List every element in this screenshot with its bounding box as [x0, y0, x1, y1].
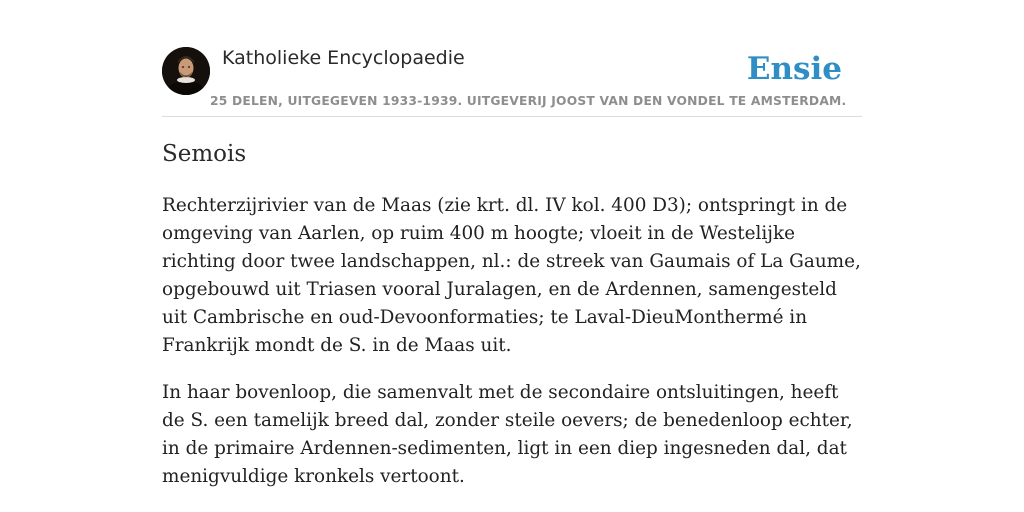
book-title[interactable]: Katholieke Encyclopaedie: [222, 47, 465, 69]
entry-paragraph-2: In haar bovenloop, die samenvalt met de secondaire ontsluitingen, heeft de S. een tamelijk breed dal, zonder steile oevers; de benedenloop echter, in de primaire Ardennen-sedimenten, ligt in een diep ingesneden dal, dat menigvuldige kronkels vertoont.: [162, 382, 853, 487]
portrait-avatar-icon[interactable]: [162, 47, 210, 95]
entry-title: Semois: [162, 141, 247, 167]
page: [162, 0, 862, 512]
site-header: [162, 0, 862, 117]
book-subtitle: 25 DELEN, UITGEGEVEN 1933-1939. UITGEVERIJ JOOST VAN DEN VONDEL TE AMSTERDAM.: [210, 94, 847, 108]
entry-paragraph-1: Rechterzijrivier van de Maas (zie krt. dl. IV kol. 400 D3); ontspringt in de omgeving van Aarlen, op ruim 400 m hoogte; vloeit in de Westelijke richting door twee landschappen, nl.: de streek van Gaumais of La Gaume, opgebouwd uit Triasen vooral Juralagen, en de Ardennen, samengesteld uit Cambrische en oud-Devoonformaties; te Laval-DieuMonthermé in Frankrijk mondt de S. in de Maas uit.: [162, 195, 861, 356]
brand-logo-link[interactable]: Ensie: [746, 51, 842, 87]
